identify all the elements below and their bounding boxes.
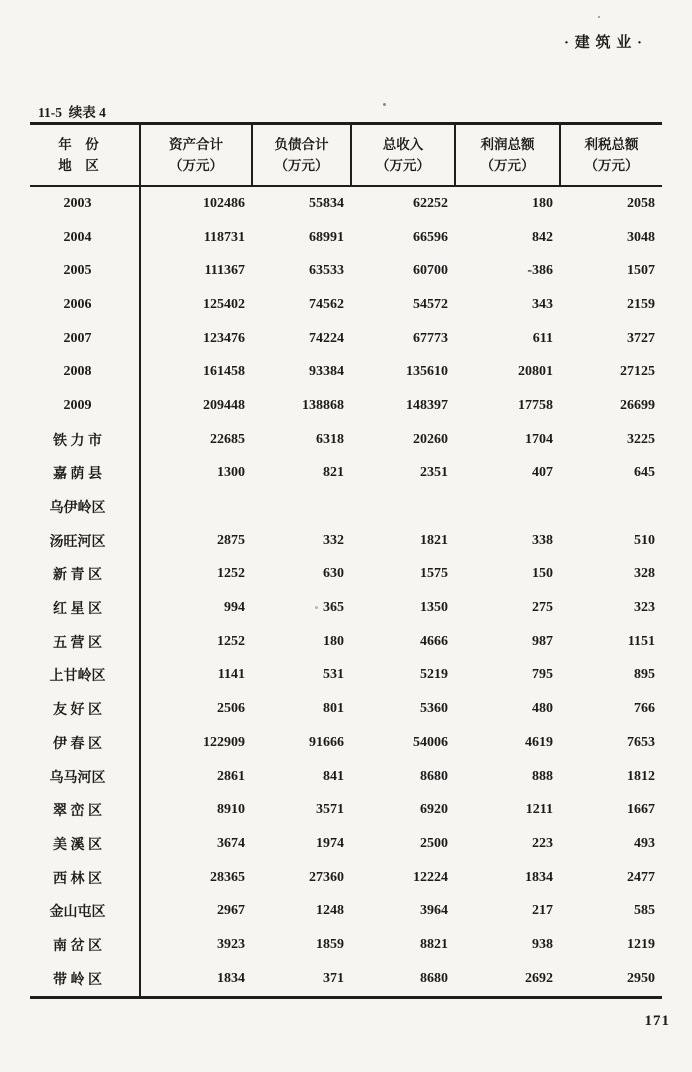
cell-value: 1219 <box>627 936 655 952</box>
cell-value: 5360 <box>420 701 448 717</box>
row-label: 2008 <box>30 355 140 389</box>
cell-value: 1575 <box>420 566 448 582</box>
cell-value: 1667 <box>627 802 655 818</box>
cell-value: 180 <box>323 633 344 649</box>
cell-value: 93384 <box>309 364 344 380</box>
scan-speck <box>598 16 600 18</box>
cell-value: 6318 <box>316 431 344 447</box>
cell-value: 2477 <box>627 869 655 885</box>
table-row <box>30 457 662 491</box>
cell-value: 66596 <box>413 229 448 245</box>
cell-value <box>560 490 662 524</box>
row-label: 五 营 区 <box>30 625 140 659</box>
cell-value: 2506 <box>217 701 245 717</box>
row-label: 南 岔 区 <box>30 928 140 962</box>
cell-value: 20260 <box>413 431 448 447</box>
cell-value: 895 <box>634 667 655 683</box>
cell-value: 4666 <box>420 633 448 649</box>
cell-value: 2967 <box>217 903 245 919</box>
header-unit: （万元） <box>376 158 430 173</box>
header-title: 利税总额 <box>584 137 639 152</box>
cell-value: 3727 <box>627 330 655 346</box>
cell-value: 1300 <box>217 465 245 481</box>
cell-value: 63533 <box>309 263 344 279</box>
table-row <box>30 186 662 221</box>
scan-speck <box>383 103 386 106</box>
cell-value: 5219 <box>420 667 448 683</box>
cell-value: 3674 <box>217 835 245 851</box>
cell-value: 531 <box>323 667 344 683</box>
cell-value: 4619 <box>525 734 553 750</box>
cell-value: 12224 <box>413 869 448 885</box>
cell-value: 821 <box>323 465 344 481</box>
table-row <box>30 894 662 928</box>
cell-value: 3225 <box>627 431 655 447</box>
cell-value: 1350 <box>420 600 448 616</box>
cell-value: 6920 <box>420 802 448 818</box>
row-label: 金山屯区 <box>30 894 140 928</box>
cell-value: 275 <box>532 600 553 616</box>
cell-value: 2058 <box>627 195 655 211</box>
cell-value: 343 <box>532 296 553 312</box>
header-unit: （万元） <box>584 158 639 173</box>
cell-value: 67773 <box>413 330 448 346</box>
cell-value: 138868 <box>302 397 344 413</box>
table-caption: 11-5 续表 4 <box>38 105 106 120</box>
table-row <box>30 524 662 558</box>
cell-value: 3571 <box>316 802 344 818</box>
row-label: 2009 <box>30 389 140 423</box>
table-row <box>30 625 662 659</box>
col-header-assets-total <box>140 124 252 187</box>
cell-value: -386 <box>527 263 553 279</box>
cell-value: 611 <box>532 330 553 346</box>
cell-value: 3964 <box>420 903 448 919</box>
cell-value: 1704 <box>525 431 553 447</box>
row-label: 嘉 荫 县 <box>30 457 140 491</box>
section-title: · 建 筑 业 · <box>563 35 643 51</box>
cell-value: 328 <box>634 566 655 582</box>
table-row <box>30 254 662 288</box>
cell-value: 62252 <box>413 195 448 211</box>
cell-value: 125402 <box>203 296 245 312</box>
cell-value: 22685 <box>210 431 245 447</box>
cell-value: 55834 <box>309 195 344 211</box>
cell-value: 8680 <box>420 970 448 986</box>
cell-value: 365 <box>323 600 344 616</box>
header-title: 负债合计 <box>274 137 329 152</box>
cell-value: 1248 <box>316 903 344 919</box>
cell-value: 2159 <box>627 296 655 312</box>
table-row <box>30 322 662 356</box>
cell-value: 3048 <box>627 229 655 245</box>
cell-value <box>455 490 560 524</box>
cell-value: 795 <box>532 667 553 683</box>
col-header-total-profit <box>455 124 560 187</box>
cell-value: 1141 <box>217 667 245 683</box>
cell-value: 938 <box>532 936 553 952</box>
cell-value: 20801 <box>518 364 553 380</box>
cell-value: 1252 <box>217 566 245 582</box>
cell-value: 585 <box>634 903 655 919</box>
row-label: 2006 <box>30 288 140 322</box>
cell-value: 26699 <box>620 397 655 413</box>
cell-value: 111367 <box>204 263 245 279</box>
cell-value: 994 <box>224 600 245 616</box>
cell-value: 987 <box>532 633 553 649</box>
cell-value: 1834 <box>525 869 553 885</box>
cell-value: 371 <box>323 970 344 986</box>
cell-value: 223 <box>532 835 553 851</box>
table-row <box>30 726 662 760</box>
table-body <box>30 186 662 997</box>
table-row <box>30 692 662 726</box>
row-label: 新 青 区 <box>30 558 140 592</box>
cell-value: 148397 <box>406 397 448 413</box>
cell-value: 54006 <box>413 734 448 750</box>
cell-value: 2692 <box>525 970 553 986</box>
table-row <box>30 355 662 389</box>
cell-value: 60700 <box>413 263 448 279</box>
table-row <box>30 389 662 423</box>
cell-value: 630 <box>323 566 344 582</box>
row-label: 2004 <box>30 221 140 255</box>
cell-value: 102486 <box>203 195 245 211</box>
cell-value: 161458 <box>203 364 245 380</box>
cell-value: 74562 <box>309 296 344 312</box>
header-row <box>30 124 662 187</box>
cell-value: 2875 <box>217 532 245 548</box>
col-header-profit-tax-total <box>560 124 662 187</box>
cell-value: 1151 <box>627 633 655 649</box>
cell-value: 645 <box>634 465 655 481</box>
row-label: 2007 <box>30 322 140 356</box>
row-label: 铁 力 市 <box>30 423 140 457</box>
header-unit: （万元） <box>274 158 329 173</box>
table-row <box>30 793 662 827</box>
col-header-year-region <box>30 124 140 187</box>
col-header-liabilities-total <box>252 124 351 187</box>
cell-value: 123476 <box>203 330 245 346</box>
cell-value: 407 <box>532 465 553 481</box>
cell-value: 135610 <box>406 364 448 380</box>
cell-value: 2500 <box>420 835 448 851</box>
table-row <box>30 490 662 524</box>
table-row <box>30 288 662 322</box>
cell-value: 217 <box>532 903 553 919</box>
cell-value: 8680 <box>420 768 448 784</box>
cell-value: 54572 <box>413 296 448 312</box>
cell-value: 841 <box>323 768 344 784</box>
table-row <box>30 221 662 255</box>
cell-value: 1507 <box>627 263 655 279</box>
cell-value: 122909 <box>203 734 245 750</box>
cell-value: 180 <box>532 195 553 211</box>
cell-value: 91666 <box>309 734 344 750</box>
row-label: 2003 <box>30 186 140 221</box>
col-header-total-revenue <box>351 124 455 187</box>
table-row <box>30 827 662 861</box>
row-label: 乌马河区 <box>30 760 140 794</box>
cell-value: 8821 <box>420 936 448 952</box>
cell-value: 8910 <box>217 802 245 818</box>
row-label: 友 好 区 <box>30 692 140 726</box>
cell-value: 2351 <box>420 465 448 481</box>
cell-value <box>351 490 455 524</box>
data-table <box>30 122 662 999</box>
cell-value: 801 <box>323 701 344 717</box>
cell-value: 74224 <box>309 330 344 346</box>
cell-value: 2950 <box>627 970 655 986</box>
row-label: 带 岭 区 <box>30 962 140 997</box>
table-row <box>30 962 662 997</box>
cell-value <box>252 490 351 524</box>
header-unit: （万元） <box>169 158 223 173</box>
table-row <box>30 861 662 895</box>
header-line-region: 地 区 <box>58 158 99 173</box>
row-label: 红 星 区 <box>30 591 140 625</box>
row-label: 美 溪 区 <box>30 827 140 861</box>
cell-value: 332 <box>323 532 344 548</box>
cell-value: 118731 <box>203 229 245 245</box>
cell-value: 3923 <box>217 936 245 952</box>
scan-speck <box>315 606 318 609</box>
cell-value: 510 <box>634 532 655 548</box>
header-title: 资产合计 <box>169 137 223 152</box>
cell-value: 7653 <box>627 734 655 750</box>
row-label: 上甘岭区 <box>30 659 140 693</box>
row-label: 西 林 区 <box>30 861 140 895</box>
row-label: 汤旺河区 <box>30 524 140 558</box>
page-number: 171 <box>644 1013 670 1029</box>
cell-value: 209448 <box>203 397 245 413</box>
row-label: 2005 <box>30 254 140 288</box>
cell-value: 323 <box>634 600 655 616</box>
cell-value: 888 <box>532 768 553 784</box>
cell-value: 1211 <box>525 802 553 818</box>
cell-value: 766 <box>634 701 655 717</box>
cell-value: 842 <box>532 229 553 245</box>
cell-value: 68991 <box>309 229 344 245</box>
row-label: 乌伊岭区 <box>30 490 140 524</box>
table-row <box>30 659 662 693</box>
cell-value: 1252 <box>217 633 245 649</box>
table-row <box>30 423 662 457</box>
header-title: 利润总额 <box>480 137 535 152</box>
table-row <box>30 760 662 794</box>
cell-value: 480 <box>532 701 553 717</box>
cell-value: 338 <box>532 532 553 548</box>
cell-value: 28365 <box>210 869 245 885</box>
table-row <box>30 591 662 625</box>
cell-value: 17758 <box>518 397 553 413</box>
cell-value: 2861 <box>217 768 245 784</box>
cell-value: 1834 <box>217 970 245 986</box>
cell-value: 1812 <box>627 768 655 784</box>
cell-value: 150 <box>532 566 553 582</box>
row-label: 翠 峦 区 <box>30 793 140 827</box>
header-unit: （万元） <box>480 158 535 173</box>
row-label: 伊 春 区 <box>30 726 140 760</box>
header-title: 总收入 <box>382 137 424 152</box>
header-line-year: 年 份 <box>58 137 99 152</box>
cell-value: 493 <box>634 835 655 851</box>
cell-value: 1859 <box>316 936 344 952</box>
cell-value: 1821 <box>420 532 448 548</box>
cell-value <box>140 490 252 524</box>
cell-value: 1974 <box>316 835 344 851</box>
table-header <box>30 124 662 187</box>
table-row <box>30 928 662 962</box>
cell-value: 27360 <box>309 869 344 885</box>
cell-value: 27125 <box>620 364 655 380</box>
table-row <box>30 558 662 592</box>
